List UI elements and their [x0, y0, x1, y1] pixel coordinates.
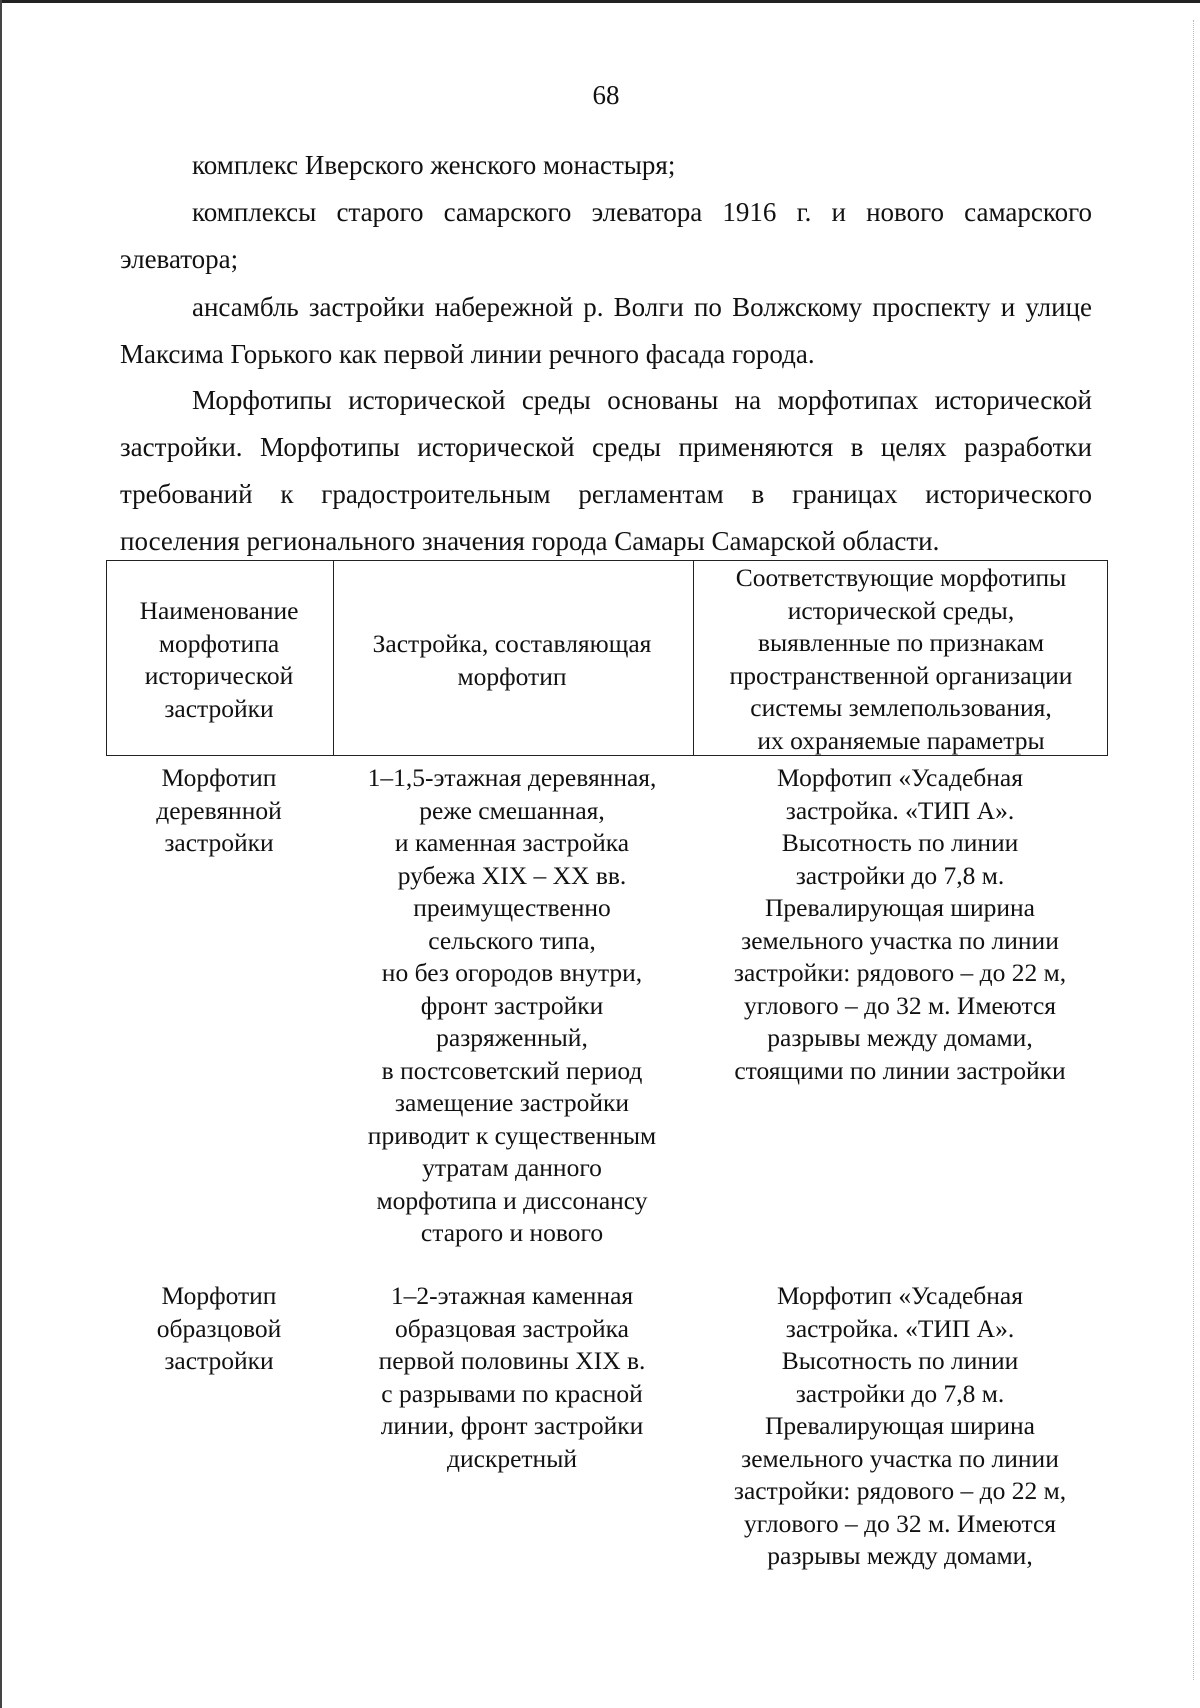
- paragraph-embankment: [120, 284, 1092, 378]
- scan-edge-top: [0, 0, 1200, 3]
- paragraph-elevators: [120, 189, 1092, 283]
- paragraph-morphotypes: [120, 377, 1092, 565]
- table-cell-environment-wooden: Морфотип «Усадебная застройка. «ТИП А». Высотность по линии застройки до 7,8 м. Превалирующая ширина земельного участка по линии застройки: рядового – до 22 м, углового – до 32 м. Имеются разрывы между домами, стоящими по линии застройки: [733, 763, 1067, 1085]
- table-cell-buildings-wooden: 1–1,5-этажная деревянная, реже смешанная, и каменная застройка рубежа XIX – XX вв. преимущественно сельского типа, но без огородов внутри, фронт застройки разряженный, в постсоветский период замещение застройки приводит к существенным утратам данного морфотипа и диссонансу старого и нового: [367, 763, 657, 1247]
- table-column-divider: [693, 561, 694, 755]
- paragraph-text: комплекс Иверского женского монастыря;: [192, 150, 676, 180]
- paragraph-monastery: [120, 142, 1092, 189]
- table-cell-name-wooden: Морфотип деревянной застройки: [156, 763, 282, 857]
- table-header-buildings: Застройка, составляющая морфотип: [372, 629, 652, 691]
- table-header-environment-morphotypes: Соответствующие морфотипы исторической среды, выявленные по признакам пространственной организации системы землепользования, их охраняемые параметры: [729, 563, 1073, 755]
- paragraph-text: ансамбль застройки набережной р. Волги по Волжскому проспекту и улице Максима Горького как первой линии речного фасада города.: [120, 292, 1092, 369]
- table-cell-environment-exemplary: Морфотип «Усадебная застройка. «ТИП А». Высотность по линии застройки до 7,8 м. Превалирующая ширина земельного участка по линии застройки: рядового – до 22 м, углового – до 32 м. Имеются разрывы между домами,: [733, 1281, 1067, 1570]
- scan-edge-left: [0, 0, 2, 1708]
- table-cell-buildings-exemplary: 1–2-этажная каменная образцовая застройка первой половины XIX в. с разрывами по красной линии, фронт застройки дискретный: [378, 1281, 646, 1473]
- table-cell-name-exemplary: Морфотип образцовой застройки: [156, 1281, 282, 1375]
- table-header-morphotype-name: Наименование морфотипа исторической застройки: [139, 596, 299, 723]
- paragraph-text: Морфотипы исторической среды основаны на морфотипах исторической застройки. Морфотипы исторической среды применяются в целях разработки требований к градостроительным регламентам в границах исторического поселения регионального значения города Самары Самарской области.: [120, 385, 1092, 556]
- paragraph-text: комплексы старого самарского элеватора 1916 г. и нового самарского элеватора;: [120, 197, 1092, 274]
- scan-margin-artifacts: [1189, 20, 1194, 1680]
- page-number: 68: [592, 80, 620, 110]
